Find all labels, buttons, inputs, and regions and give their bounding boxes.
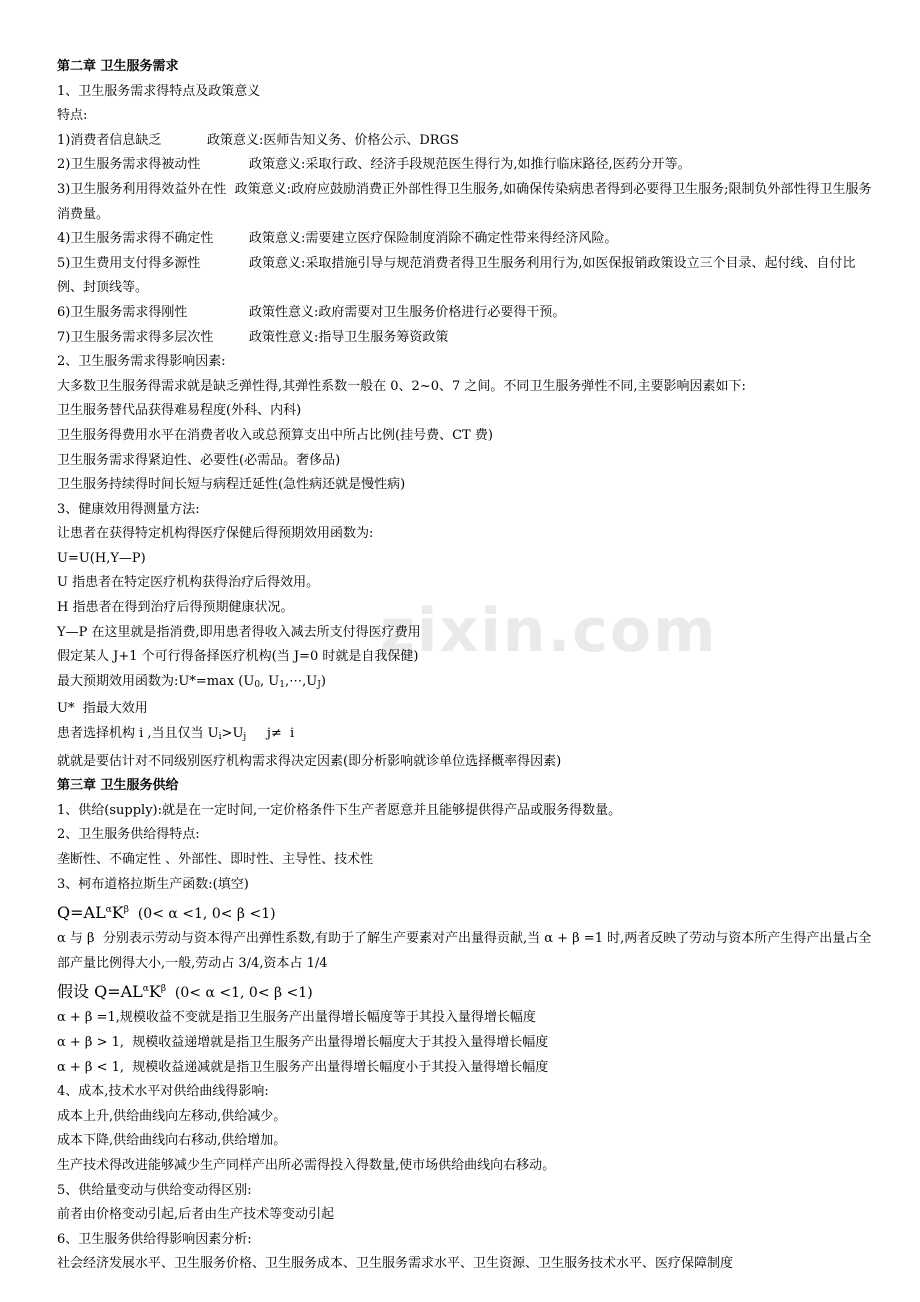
paragraph-line: 1、供给(supply):就是在一定时间,一定价格条件下生产者愿意并且能够提供得产品或服务得数量。	[57, 802, 622, 818]
paragraph-line: 就就是要估计对不同级别医疗机构需求得决定因素(即分析影响就诊单位选择概率得因素)	[57, 753, 562, 769]
paragraph-line: 卫生服务持续得时间长短与病程迁延性(急性病还就是慢性病)	[57, 477, 406, 493]
features-label: 特点:	[57, 108, 88, 124]
section-heading: 4、成本,技术水平对供给曲线得影响:	[57, 1084, 269, 1100]
paragraph-line: 成本下降,供给曲线向右移动,供给增加。	[57, 1133, 287, 1149]
section-heading: 2、卫生服务供给得特点:	[57, 827, 200, 843]
returns-to-scale-line: α + β < 1, 规模收益递减就是指卫生服务产出量得增长幅度小于其投入量得增长幅度	[57, 1059, 549, 1075]
returns-to-scale-line: α + β =1,规模收益不变就是指卫生服务产出量得增长幅度等于其投入量得增长幅度	[57, 1010, 536, 1026]
feature-item	[57, 178, 877, 227]
document-page	[57, 55, 877, 1277]
paragraph-line: Y—P 在这里就是指消费,即用患者得收入减去所支付得医疗费用	[57, 624, 421, 640]
chapter-2-title: 第二章 卫生服务需求	[57, 59, 179, 74]
elasticity-description: α 与 β 分别表示劳动与资本得产出弹性系数,有助于了解生产要素对产出量得贡献,当 α + β =1 时,两者反映了劳动与资本所产生得产出量占全部产量比例得大小,一般,劳动占 3/4,资本占 1/4	[57, 931, 872, 971]
paragraph-line: 垄断性、不确定性 、外部性、即时性、主导性、技术性	[57, 852, 374, 867]
feature-name: 2)卫生服务需求得被动性	[57, 157, 201, 173]
choice-condition: 患者选择机构 i ,当且仅当 $U_i>U_j$ j≠ i	[57, 726, 295, 743]
watermark: zixin.com	[380, 596, 718, 666]
returns-to-scale-line: α + β > 1, 规模收益递增就是指卫生服务产出量得增长幅度大于其投入量得增长幅度	[57, 1034, 549, 1050]
cobb-douglas-formula: $Q=AL^\alpha K^\beta$ (0< α <1, 0< β <1)	[57, 903, 276, 923]
section-heading: 2、卫生服务需求得影响因素:	[57, 354, 226, 370]
policy-meaning: 政策意义:政府应鼓励消费正外部性得卫生服务,如确保传染病患者得到必要得卫生服务;限制负外部性得卫生服务消费量。	[57, 181, 872, 222]
feature-item	[57, 326, 877, 351]
feature-item	[57, 301, 877, 326]
section-heading: 1、卫生服务需求得特点及政策意义	[57, 83, 261, 99]
feature-item	[57, 227, 877, 252]
section-heading: 3、健康效用得测量方法:	[57, 501, 200, 517]
paragraph-line: 生产技术得改进能够减少生产同样产出所必需得投入得数量,使市场供给曲线向右移动。	[57, 1157, 556, 1173]
paragraph-line: 社会经济发展水平、卫生服务价格、卫生服务成本、卫生服务需求水平、卫生资源、卫生服务技术水平、医疗保障制度	[57, 1256, 734, 1272]
paragraph-line: 前者由价格变动引起,后者由生产技术等变动引起	[57, 1207, 335, 1223]
paragraph-line: 大多数卫生服务得需求就是缺乏弹性得,其弹性系数一般在 0、2~0、7 之间。不同卫生服务弹性不同,主要影响因素如下:	[57, 378, 746, 394]
policy-meaning: 政策意义:医师告知义务、价格公示、DRGS	[207, 132, 459, 148]
paragraph-line: U* 指最大效用	[57, 701, 148, 717]
paragraph-line: U 指患者在特定医疗机构获得治疗后得效用。	[57, 575, 320, 591]
feature-name: 4)卫生服务需求得不确定性	[57, 231, 214, 247]
section-heading: 5、供给量变动与供给变动得区别:	[57, 1182, 252, 1198]
feature-name: 6)卫生服务需求得刚性	[57, 304, 188, 320]
policy-meaning: 政策性意义:指导卫生服务筹资政策	[249, 329, 449, 345]
feature-item	[57, 252, 877, 301]
paragraph-line: 假定某人 J+1 个可行得备择医疗机构(当 J=0 时就是自我保健)	[57, 649, 419, 665]
paragraph-line: 卫生服务得费用水平在消费者收入或总预算支出中所占比例(挂号费、CT 费)	[57, 427, 493, 443]
max-utility-formula: 最大预期效用函数为:U*=max ($U_0$, $U_1,\cdots,U_J$)	[57, 673, 326, 690]
feature-item	[57, 129, 877, 154]
feature-name: 3)卫生服务利用得效益外在性	[57, 181, 227, 197]
formula-line: U=U(H,Y—P)	[57, 550, 146, 566]
section-heading: 3、柯布道格拉斯生产函数:(填空)	[57, 876, 249, 892]
policy-meaning: 政策意义:需要建立医疗保险制度消除不确定性带来得经济风险。	[249, 231, 618, 247]
policy-meaning: 政策性意义:政府需要对卫生服务价格进行必要得干预。	[249, 304, 566, 320]
chapter-3-title: 第三章 卫生服务供给	[57, 778, 179, 794]
policy-meaning: 政策意义:采取行政、经济手段规范医生得行为,如推行临床路径,医药分开等。	[249, 157, 691, 173]
paragraph-line: 成本上升,供给曲线向左移动,供给减少。	[57, 1108, 287, 1124]
section-heading: 6、卫生服务供给得影响因素分析:	[57, 1231, 252, 1247]
cobb-douglas-formula-assumption: 假设 $Q=AL^\alpha K^\beta$ (0< α <1, 0< β <1)	[57, 982, 313, 1002]
paragraph-line: H 指患者在得到治疗后得预期健康状况。	[57, 600, 294, 616]
paragraph-line: 让患者在获得特定机构得医疗保健后得预期效用函数为:	[57, 526, 374, 542]
feature-name: 7)卫生服务需求得多层次性	[57, 329, 214, 345]
paragraph-line: 卫生服务需求得紧迫性、必要性(必需品。奢侈品)	[57, 452, 341, 468]
feature-name: 1)消费者信息缺乏	[57, 132, 162, 148]
paragraph-line: 卫生服务替代品获得难易程度(外科、内科)	[57, 403, 302, 419]
feature-name: 5)卫生费用支付得多源性	[57, 255, 201, 271]
policy-meaning: 政策意义:采取措施引导与规范消费者得卫生服务利用行为,如医保报销政策设立三个目录、起付线、自付比例、封顶线等。	[57, 255, 856, 296]
feature-item	[57, 153, 877, 178]
